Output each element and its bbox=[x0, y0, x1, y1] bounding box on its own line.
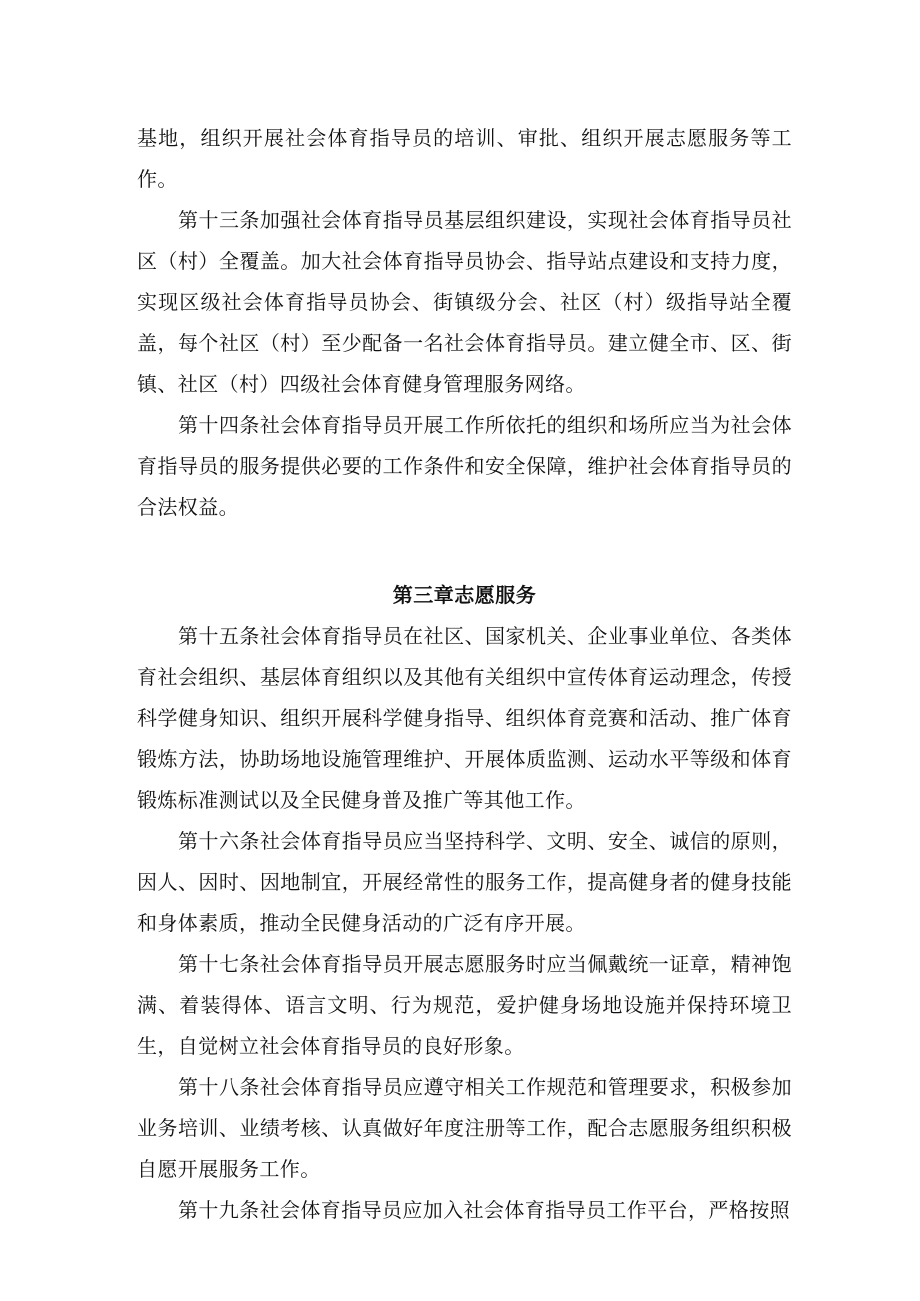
document-body bbox=[137, 118, 792, 1231]
article-19-paragraph: 第十九条社会体育指导员应加入社会体育指导员工作平台，严格按照 bbox=[178, 1198, 790, 1222]
paragraph-continuation: 基地，组织开展社会体育指导员的培训、审批、组织开展志愿服务等工作。 bbox=[137, 126, 792, 191]
article-18-paragraph: 第十八条社会体育指导员应遵守相关工作规范和管理要求，积极参加业务培训、业绩考核、认真做好年度注册等工作，配合志愿服务组织积极自愿开展服务工作。 bbox=[137, 1075, 792, 1181]
article-14-paragraph: 第十四条社会体育指导员开展工作所依托的组织和场所应当为社会体育指导员的服务提供必要的工作条件和安全保障，维护社会体育指导员的合法权益。 bbox=[137, 413, 792, 519]
article-15-paragraph: 第十五条社会体育指导员在社区、国家机关、企业事业单位、各类体育社会组织、基层体育组织以及其他有关组织中宣传体育运动理念，传授科学健身知识、组织开展科学健身指导、组织体育竞赛和活动、推广体育锻炼方法，协助场地设施管理维护、开展体质监测、运动水平等级和体育锻炼标准测试以及全民健身普及推广等其他工作。 bbox=[137, 624, 792, 812]
chapter-heading: 第三章志愿服务 bbox=[392, 583, 537, 607]
article-13-paragraph: 第十三条加强社会体育指导员基层组织建设，实现社会体育指导员社区（村）全覆盖。加大社会体育指导员协会、指导站点建设和支持力度，实现区级社会体育指导员协会、街镇级分会、社区（村）级指导站全覆盖，每个社区（村）至少配备一名社会体育指导员。建立健全市、区、街镇、社区（村）四级社会体育健身管理服务网络。 bbox=[137, 208, 792, 396]
article-16-paragraph: 第十六条社会体育指导员应当坚持科学、文明、安全、诚信的原则，因人、因时、因地制宜，开展经常性的服务工作，提高健身者的健身技能和身体素质，推动全民健身活动的广泛有序开展。 bbox=[137, 829, 792, 935]
article-17-paragraph: 第十七条社会体育指导员开展志愿服务时应当佩戴统一证章，精神饱满、着装得体、语言文明、行为规范，爱护健身场地设施并保持环境卫生，自觉树立社会体育指导员的良好形象。 bbox=[137, 952, 792, 1058]
